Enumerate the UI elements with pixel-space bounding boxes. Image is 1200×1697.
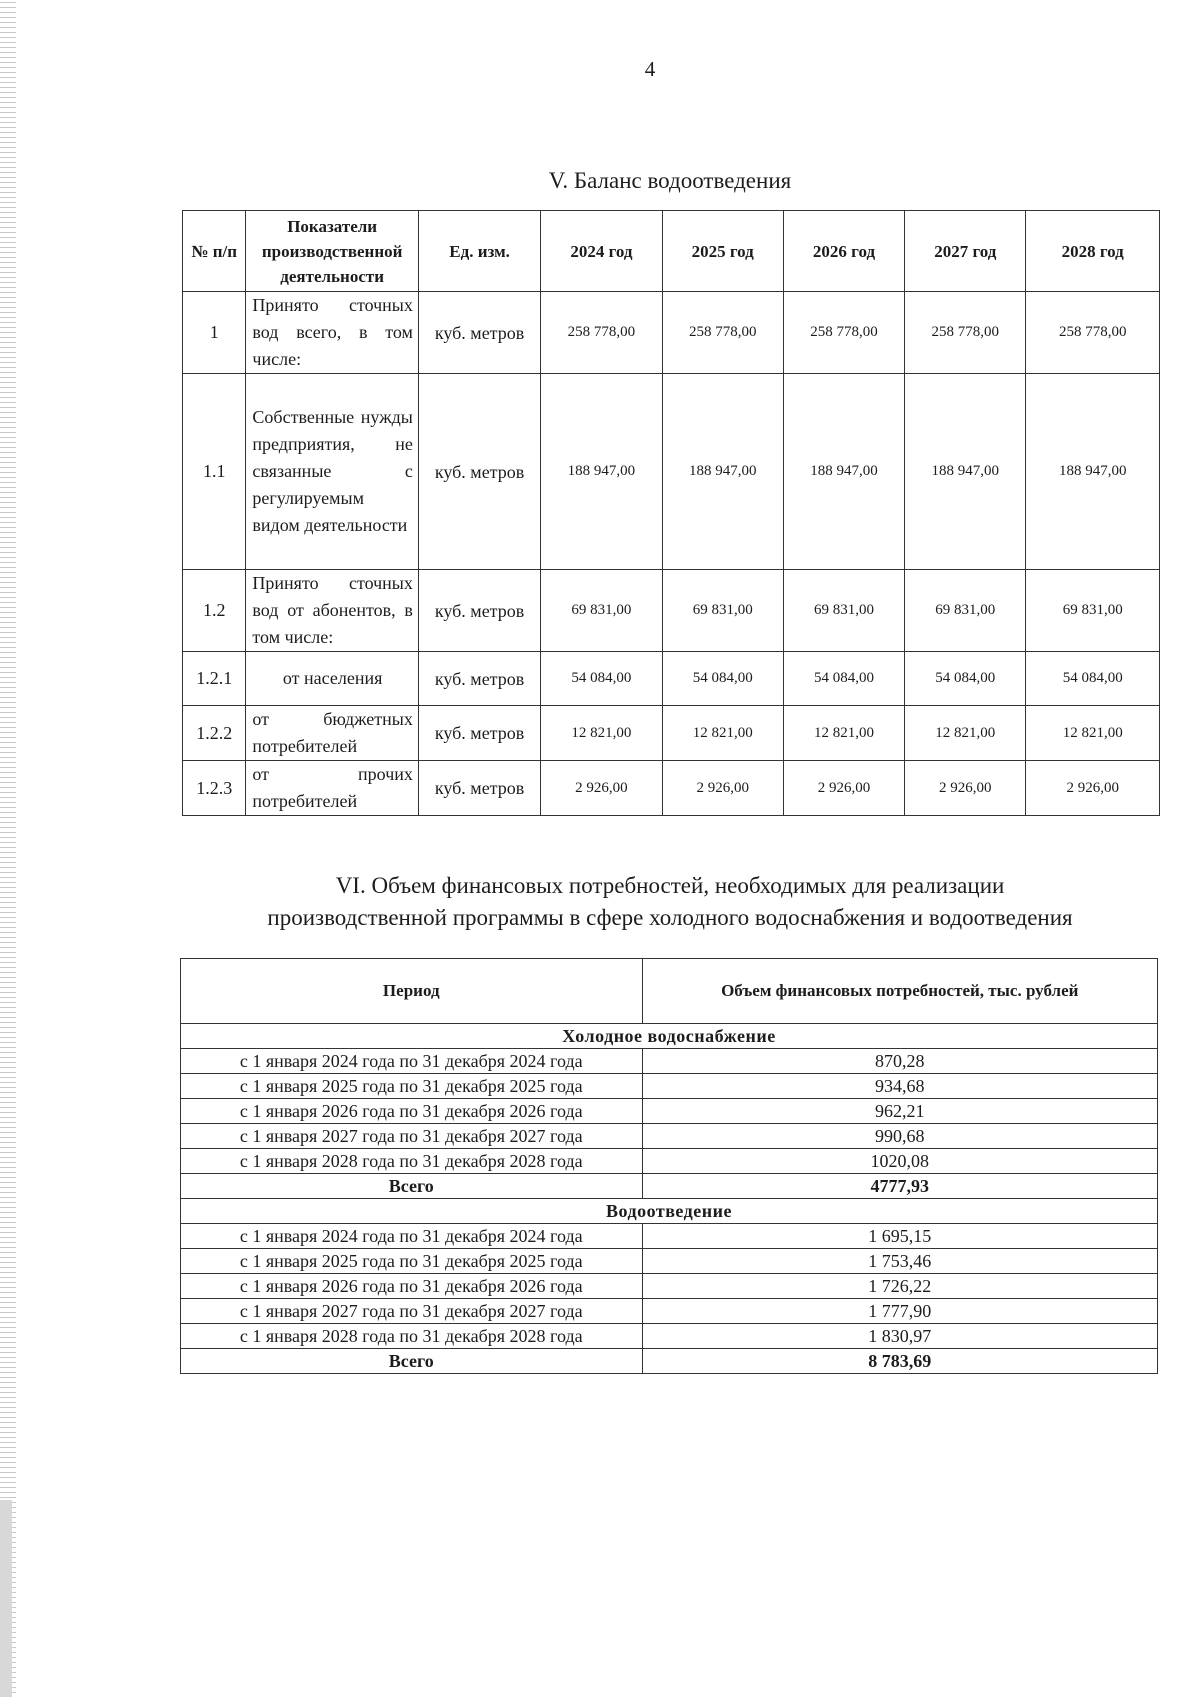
period-cell: с 1 января 2025 года по 31 декабря 2025 года — [181, 1074, 643, 1099]
value-2024: 69 831,00 — [541, 570, 662, 652]
table-row — [181, 1224, 1158, 1249]
page-number: 4 — [644, 57, 656, 81]
total-row — [181, 1349, 1158, 1374]
row-unit: куб. метров — [418, 374, 540, 570]
table-row — [181, 1124, 1158, 1149]
value-2026: 258 778,00 — [783, 292, 904, 374]
wastewater-balance-table — [182, 210, 1160, 816]
value-2024: 54 084,00 — [541, 652, 662, 706]
header-2024: 2024 год — [541, 211, 662, 292]
row-num: 1.2 — [183, 570, 246, 652]
row-unit: куб. метров — [418, 292, 540, 374]
value-2025: 258 778,00 — [662, 292, 783, 374]
value-2026: 54 084,00 — [783, 652, 904, 706]
value-2024: 258 778,00 — [541, 292, 662, 374]
value-2028: 12 821,00 — [1026, 706, 1160, 761]
row-indicator: Собственные нужды предприятия, не связанные с регулируемым видом деятельности — [246, 374, 418, 570]
table-row — [181, 1149, 1158, 1174]
row-num: 1.2.3 — [183, 761, 246, 816]
period-cell: с 1 января 2026 года по 31 декабря 2026 года — [181, 1274, 643, 1299]
value-2028: 188 947,00 — [1026, 374, 1160, 570]
value-2027: 54 084,00 — [905, 652, 1026, 706]
value-2025: 69 831,00 — [662, 570, 783, 652]
financial-needs-table — [180, 958, 1158, 1374]
amount-cell: 1 830,97 — [642, 1324, 1158, 1349]
amount-cell: 962,21 — [642, 1099, 1158, 1124]
value-2024: 2 926,00 — [541, 761, 662, 816]
row-indicator: Принято сточных вод от абонентов, в том числе: — [246, 570, 418, 652]
section-wastewater-label: Водоотведение — [181, 1199, 1158, 1224]
header-2027: 2027 год — [905, 211, 1026, 292]
header-2028: 2028 год — [1026, 211, 1160, 292]
amount-cell: 870,28 — [642, 1049, 1158, 1074]
row-num: 1 — [183, 292, 246, 374]
period-cell: с 1 января 2028 года по 31 декабря 2028 года — [181, 1324, 643, 1349]
total-row — [181, 1174, 1158, 1199]
value-2028: 69 831,00 — [1026, 570, 1160, 652]
amount-cell: 1 753,46 — [642, 1249, 1158, 1274]
value-2027: 2 926,00 — [905, 761, 1026, 816]
table-row — [181, 1099, 1158, 1124]
table-row — [181, 1299, 1158, 1324]
amount-cell: 1 777,90 — [642, 1299, 1158, 1324]
amount-cell: 1 726,22 — [642, 1274, 1158, 1299]
total-label: Всего — [181, 1349, 643, 1374]
row-unit: куб. метров — [418, 652, 540, 706]
value-2024: 12 821,00 — [541, 706, 662, 761]
table-header-row — [181, 959, 1158, 1024]
header-indicator: Показатели производственной деятельности — [246, 211, 418, 292]
value-2028: 2 926,00 — [1026, 761, 1160, 816]
section-6-title — [180, 870, 1160, 934]
header-2026: 2026 год — [783, 211, 904, 292]
section-row — [181, 1024, 1158, 1049]
amount-cell: 990,68 — [642, 1124, 1158, 1149]
period-cell: с 1 января 2024 года по 31 декабря 2024 года — [181, 1224, 643, 1249]
value-2026: 188 947,00 — [783, 374, 904, 570]
table-row — [183, 652, 1160, 706]
total-amount: 8 783,69 — [642, 1349, 1158, 1374]
value-2026: 12 821,00 — [783, 706, 904, 761]
table-row — [183, 570, 1160, 652]
value-2027: 258 778,00 — [905, 292, 1026, 374]
total-amount: 4777,93 — [642, 1174, 1158, 1199]
row-num: 1.1 — [183, 374, 246, 570]
table-row — [181, 1324, 1158, 1349]
value-2028: 54 084,00 — [1026, 652, 1160, 706]
period-cell: с 1 января 2026 года по 31 декабря 2026 года — [181, 1099, 643, 1124]
header-num: № п/п — [183, 211, 246, 292]
amount-cell: 934,68 — [642, 1074, 1158, 1099]
table-row — [181, 1074, 1158, 1099]
section-5-title: V. Баланс водоотведения — [548, 168, 792, 193]
row-unit: куб. метров — [418, 761, 540, 816]
value-2027: 69 831,00 — [905, 570, 1026, 652]
scan-edge-shadow — [0, 1500, 12, 1697]
period-cell: с 1 января 2024 года по 31 декабря 2024 года — [181, 1049, 643, 1074]
value-2028: 258 778,00 — [1026, 292, 1160, 374]
header-unit: Ед. изм. — [418, 211, 540, 292]
value-2026: 69 831,00 — [783, 570, 904, 652]
value-2025: 54 084,00 — [662, 652, 783, 706]
value-2025: 188 947,00 — [662, 374, 783, 570]
total-label: Всего — [181, 1174, 643, 1199]
table-row — [181, 1274, 1158, 1299]
row-indicator: от прочих потребителей — [246, 761, 418, 816]
table-row — [183, 761, 1160, 816]
table-row — [181, 1049, 1158, 1074]
period-cell: с 1 января 2028 года по 31 декабря 2028 года — [181, 1149, 643, 1174]
row-num: 1.2.1 — [183, 652, 246, 706]
value-2027: 12 821,00 — [905, 706, 1026, 761]
row-unit: куб. метров — [418, 706, 540, 761]
row-indicator: Принято сточных вод всего, в том числе: — [246, 292, 418, 374]
table-header-row — [183, 211, 1160, 292]
amount-cell: 1020,08 — [642, 1149, 1158, 1174]
section-row — [181, 1199, 1158, 1224]
value-2025: 12 821,00 — [662, 706, 783, 761]
value-2026: 2 926,00 — [783, 761, 904, 816]
amount-cell: 1 695,15 — [642, 1224, 1158, 1249]
table-row — [183, 374, 1160, 570]
section-6-title-line1: VI. Объем финансовых потребностей, необходимых для реализации — [335, 873, 1005, 898]
value-2025: 2 926,00 — [662, 761, 783, 816]
period-cell: с 1 января 2027 года по 31 декабря 2027 года — [181, 1299, 643, 1324]
row-num: 1.2.2 — [183, 706, 246, 761]
table-row — [183, 292, 1160, 374]
header-amount: Объем финансовых потребностей, тыс. рублей — [642, 959, 1158, 1024]
table-row — [183, 706, 1160, 761]
row-indicator: от бюджетных потребителей — [246, 706, 418, 761]
header-2025: 2025 год — [662, 211, 783, 292]
period-cell: с 1 января 2027 года по 31 декабря 2027 года — [181, 1124, 643, 1149]
section-6-title-line2: производственной программы в сфере холодного водоснабжения и водоотведения — [267, 905, 1073, 930]
period-cell: с 1 января 2025 года по 31 декабря 2025 года — [181, 1249, 643, 1274]
table-row — [181, 1249, 1158, 1274]
row-indicator: от населения — [246, 652, 418, 706]
value-2024: 188 947,00 — [541, 374, 662, 570]
header-period: Период — [181, 959, 643, 1024]
row-unit: куб. метров — [418, 570, 540, 652]
section-cold-water-label: Холодное водоснабжение — [181, 1024, 1158, 1049]
value-2027: 188 947,00 — [905, 374, 1026, 570]
scan-edge-artifact — [0, 0, 16, 1697]
